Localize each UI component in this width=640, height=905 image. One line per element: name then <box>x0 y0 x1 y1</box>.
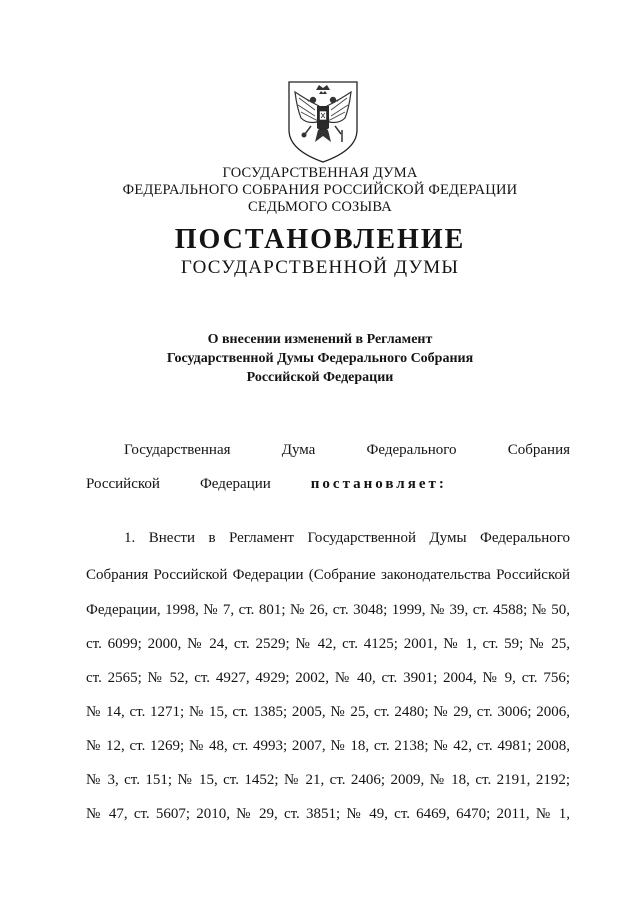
body-line: ст. 6099; 2000, № 24, ст. 2529; № 42, ст. 4125; 2001, № 1, ст. 59; № 25, <box>86 636 570 652</box>
body-line: № 47, ст. 5607; 2010, № 29, ст. 3851; № 49, ст. 6469, 6470; 2011, № 1, <box>86 806 570 822</box>
body-line: № 14, ст. 1271; № 15, ст. 1385; 2005, № 25, ст. 2480; № 29, ст. 3006; 2006, <box>86 704 570 720</box>
body-line: Собрания Российской Федерации (Собрание законодательства Российской <box>86 567 570 583</box>
subject-line-1: О внесении изменений в Регламент <box>207 332 433 347</box>
document-type-title: ПОСТАНОВЛЕНИЕ <box>174 224 466 255</box>
preamble-word: Государственная <box>124 442 231 458</box>
subject-line-2: Государственной Думы Федерального Собрания <box>166 351 474 366</box>
body-line: № 12, ст. 1269; № 48, ст. 4993; 2007, № 18, ст. 2138; № 42, ст. 4981; 2008, <box>86 738 570 754</box>
body-line: 1. Внести в Регламент Государственной Думы Федерального <box>124 530 570 546</box>
preamble-line-1 <box>86 440 570 460</box>
subject-line-3: Российской Федерации <box>246 370 394 385</box>
preamble-word: Собрания <box>507 442 570 458</box>
body-line: ст. 2565; № 52, ст. 4927, 4929; 2002, № 40, ст. 3901; 2004, № 9, ст. 756; <box>86 670 570 686</box>
document-subtitle: ГОСУДАРСТВЕННОЙ ДУМЫ <box>180 257 460 278</box>
preamble-word: Федерации <box>199 476 271 492</box>
org-line-3: СЕДЬМОГО СОЗЫВА <box>248 199 392 215</box>
preamble-word: Федерального <box>366 442 457 458</box>
org-line-1: ГОСУДАРСТВЕННАЯ ДУМА <box>222 165 418 181</box>
preamble-word: Российской <box>86 476 160 492</box>
preamble-resolves: постановляет: <box>310 476 447 492</box>
russian-coat-of-arms-icon <box>285 78 361 164</box>
preamble-line-2 <box>86 474 570 494</box>
document-subject <box>0 330 640 387</box>
preamble-word: Дума <box>281 442 316 458</box>
org-line-2: ФЕДЕРАЛЬНОГО СОБРАНИЯ РОССИЙСКОЙ ФЕДЕРАЦИИ <box>122 182 518 198</box>
body-line: Федерации, 1998, № 7, ст. 801; № 26, ст. 3048; 1999, № 39, ст. 4588; № 50, <box>86 602 570 618</box>
body-line: № 3, ст. 151; № 15, ст. 1452; № 21, ст. 2406; 2009, № 18, ст. 2191, 2192; <box>86 772 570 788</box>
